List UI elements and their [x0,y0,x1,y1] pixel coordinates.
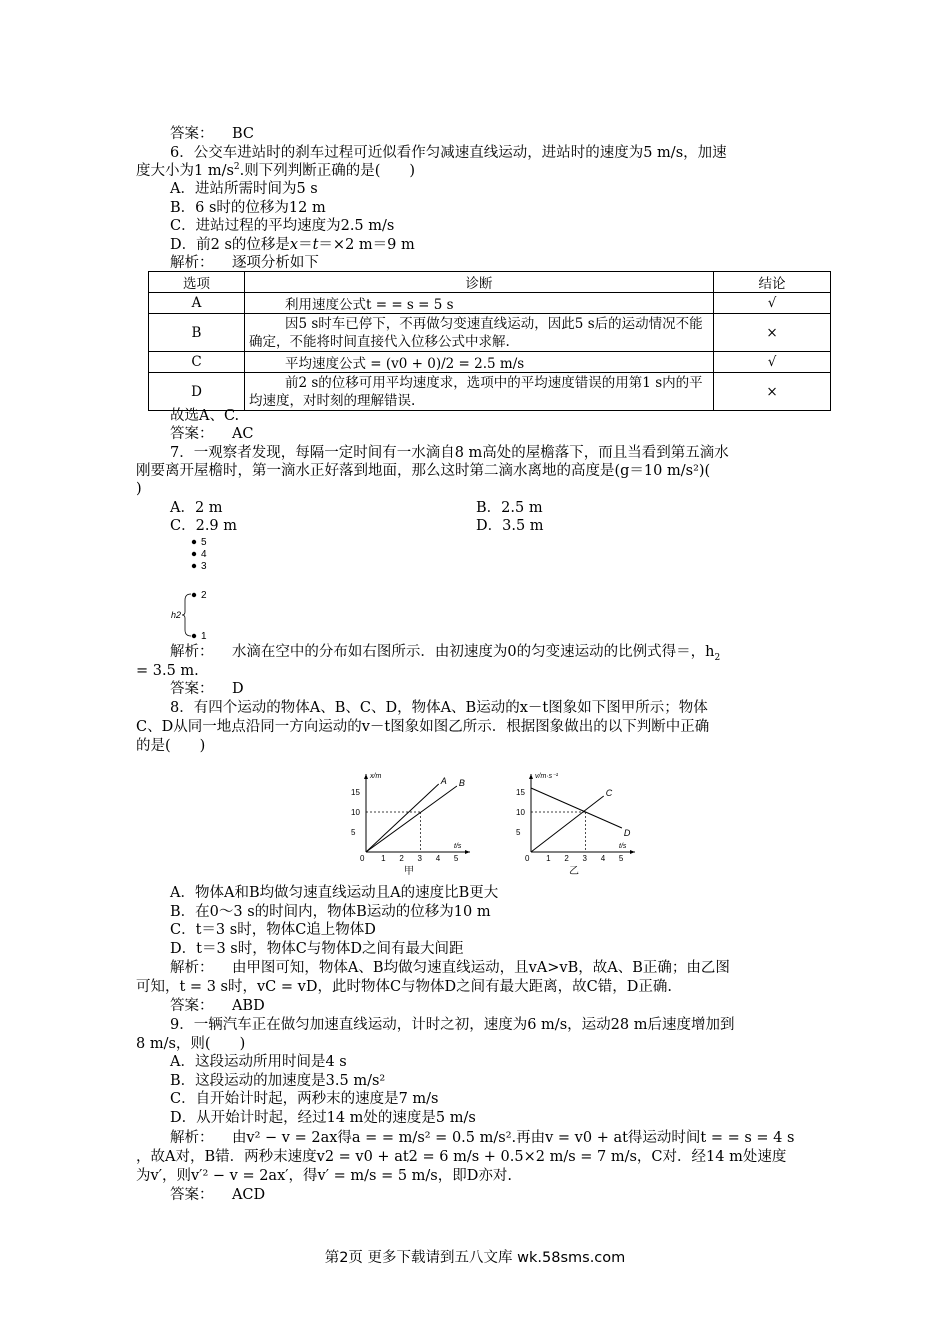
y-axis-arrow [529,774,533,779]
x-axis-label: t/s [619,843,627,850]
cell-diagnosis: 平均速度公式 = (v0 + 0)/2 = 2.5 m/s [245,352,714,373]
x-tick-label: 5 [618,854,624,863]
cell-diagnosis: 因5 s时车已停下，不再做匀变速直线运动，因此5 s后的运动情况不能确定，不能将时间直接代入位移公式中求解. [245,314,714,352]
y-tick-label: 10 [351,808,360,817]
answer-value: AC [231,426,254,442]
drop-dot [192,540,196,544]
q8-answer-line [170,997,265,1015]
q8-option-d: D．t＝3 s时，物体C与物体D之间有最大间距 [170,941,464,957]
q7-option-d: D．3.5 m [476,518,544,534]
x-tick-label: 4 [600,854,606,863]
y-tick-label: 5 [516,828,521,837]
q9-analysis-line1 [170,1129,794,1147]
answer-label: 答案： [170,426,214,442]
q7-option-c: C．2.9 m [170,518,238,534]
q7-option-b: B．2.5 m [476,500,543,516]
water-drop-diagram [165,534,225,644]
answer-label: 答案： [170,126,214,142]
y-axis-label: x/m [370,773,382,780]
x-tick-label: 2 [399,854,404,863]
drop-dot [192,564,196,568]
q6-option-d [170,236,415,254]
q9-option-c: C．自开始计时起，两秒末的速度是7 m/s [170,1091,439,1107]
option-text-end: ＝×2 m＝9 m [318,237,415,253]
q6-stem-text: 度大小为1 m/s [136,163,234,179]
chart-jia [340,772,475,882]
cell-result: √ [714,293,831,314]
analysis-text: 由甲图可知，物体A、B均做匀速直线运动，且vA>vB，故A、B正确；由乙图 [231,960,730,976]
x-axis-arrow [465,850,470,854]
q8-analysis-line1 [170,959,730,977]
q9-analysis-line3: 为v′，则v′² − v = 2ax′，得v′ = m/s = 5 m/s，即D亦对. [136,1168,512,1184]
q5-answer-line [170,125,254,143]
x-tick-label: 0 [525,854,530,863]
height-brace [182,594,191,636]
answer-label: 答案： [170,998,214,1014]
q6-conclusion: 故选A、C. [170,408,240,424]
q9-analysis-line2: ，故A对，B错．两秒末速度v2 = v0 + at2 = 6 m/s + 0.5×2 m/s = 7 m/s，C对．经14 m处速度 [136,1149,787,1165]
q8-option-c: C．t＝3 s时，物体C追上物体D [170,922,376,938]
cell-result: × [714,373,831,411]
y-axis-label: v/m·s⁻¹ [535,773,559,780]
series-label-B: B [458,778,465,788]
header-diagnosis: 诊断 [245,272,714,293]
drop-label: 4 [201,549,207,560]
var-x: x [289,237,299,253]
answer-value: D [231,681,244,697]
q9-option-b: B．这段运动的加速度是3.5 m/s² [170,1073,386,1089]
q8-stem-line2: C、D从同一地点沿同一方向运动的v－t图象如图乙所示．根据图象做出的以下判断中正确 [136,719,710,735]
q8-option-a: A．物体A和B均做匀速直线运动且A的速度比B更大 [170,885,499,901]
q6-option-c: C．进站过程的平均速度为2.5 m/s [170,218,395,234]
q7-stem-line3: ) [136,481,142,497]
drop-label: 2 [201,590,207,601]
x-tick-label: 3 [417,854,422,863]
analysis-label: 解析： [170,1130,214,1146]
q8-stem-line1: 8．有四个运动的物体A、B、C、D，物体A、B运动的x－t图象如下图甲所示；物体 [170,700,708,716]
series-label-A: A [440,776,447,786]
series-label-C: C [605,788,613,798]
cell-option: A [149,293,245,314]
answer-label: 答案： [170,1187,214,1203]
q6-answer-line [170,425,254,443]
chart-title: 乙 [569,866,579,877]
chart-title: 甲 [404,866,414,877]
q9-option-d: D．从开始计时起，经过14 m处的速度是5 m/s [170,1110,476,1126]
subscript: 2 [714,652,721,663]
x-tick-label: 0 [360,854,365,863]
table-row [149,352,831,373]
cell-result: √ [714,352,831,373]
q7-stem-line2: 刚要离开屋檐时，第一滴水正好落到地面，那么这时第二滴水离地的高度是(g＝10 m/s²)( [136,463,711,479]
q6-stem-line1: 6．公交车进站时的刹车过程可近似看作匀减速直线运动，进站时的速度为5 m/s，加速 [170,145,727,161]
series-label-D: D [623,828,631,838]
drop-label: 3 [201,561,207,572]
cell-diagnosis: 利用速度公式t = = s = 5 s [245,293,714,314]
series-line-A [366,784,439,852]
y-tick-label: 15 [351,788,360,797]
chart-yi [505,772,640,882]
x-tick-label: 5 [453,854,459,863]
y-tick-label: 5 [351,828,356,837]
cell-diagnosis: 前2 s的位移可用平均速度求，选项中的平均速度错误的用第1 s内的平均速度，对时刻的理解错误. [245,373,714,411]
option-text: D．前2 s的位移是 [170,237,290,253]
q8-stem-line3: 的是( ) [136,738,206,754]
cell-option: C [149,352,245,373]
var-t: t [312,237,319,253]
q9-stem-line1: 9．一辆汽车正在做匀加速直线运动，计时之初，速度为6 m/s，运动28 m后速度增加到 [170,1017,735,1033]
analysis-text: 水滴在空中的分布如右图所示．由初速度为0的匀变速运动的比例式得＝，h [231,644,715,660]
q8-analysis-line2: 可知，t = 3 s时，vC = vD，此时物体C与物体D之间有最大距离，故C错，D正确. [136,979,672,995]
x-tick-label: 1 [381,854,386,863]
y-tick-label: 10 [516,808,525,817]
q6-option-a: A．进站所需时间为5 s [170,181,318,197]
header-conclusion: 结论 [714,272,831,293]
table-row [149,373,831,411]
x-axis-arrow [630,850,635,854]
drop-label: 1 [201,631,207,642]
q7-answer-line [170,680,244,698]
q7-analysis-line1 [170,643,720,661]
table-header-row [149,272,831,293]
y-axis-arrow [364,774,368,779]
analysis-label: 解析： [170,960,214,976]
q6-stem-text-end: .则下列判断正确的是( ) [239,163,416,179]
q9-answer-line [170,1186,265,1204]
analysis-text: 逐项分析如下 [231,255,319,271]
x-axis-label: t/s [454,843,462,850]
header-option: 选项 [149,272,245,293]
q7-option-a: A．2 m [170,500,223,516]
q6-stem-line2 [136,162,415,180]
page-footer: 第2页 更多下载请到五八文库 wk.58sms.com [324,1250,626,1266]
analysis-text: 由v² − v = 2ax得a = = m/s² = 0.5 m/s².再由v = v0 + at得运动时间t = = s = 4 s [231,1130,795,1146]
q7-analysis-line2: = 3.5 m. [136,663,199,679]
answer-value: ABD [231,998,265,1014]
x-tick-label: 1 [546,854,551,863]
superscript: 2 [233,162,240,173]
height-label: h2 [171,610,182,620]
answer-value: BC [231,126,254,142]
table-row [149,293,831,314]
drop-dot [192,634,196,638]
table-row [149,314,831,352]
equals: ＝ [298,237,313,253]
x-tick-label: 3 [582,854,587,863]
drop-dot [192,593,196,597]
series-line-B [366,786,457,852]
drop-label: 5 [201,537,207,548]
x-tick-label: 2 [564,854,569,863]
analysis-label: 解析： [170,255,214,271]
q9-stem-line2: 8 m/s，则( ) [136,1036,246,1052]
q6-option-b: B．6 s时的位移为12 m [170,200,326,216]
cell-option: B [149,314,245,352]
cell-option: D [149,373,245,411]
q9-option-a: A．这段运动所用时间是4 s [170,1054,347,1070]
diagnosis-table [148,271,831,411]
x-tick-label: 4 [435,854,441,863]
q8-option-b: B．在0～3 s的时间内，物体B运动的位移为10 m [170,904,491,920]
analysis-label: 解析： [170,644,214,660]
answer-label: 答案： [170,681,214,697]
drop-dot [192,552,196,556]
answer-value: ACD [231,1187,266,1203]
q6-analysis-line [170,254,319,272]
cell-result: × [714,314,831,352]
q7-stem-line1: 7．一观察者发现，每隔一定时间有一水滴自8 m高处的屋檐落下，而且当看到第五滴水 [170,445,729,461]
y-tick-label: 15 [516,788,525,797]
